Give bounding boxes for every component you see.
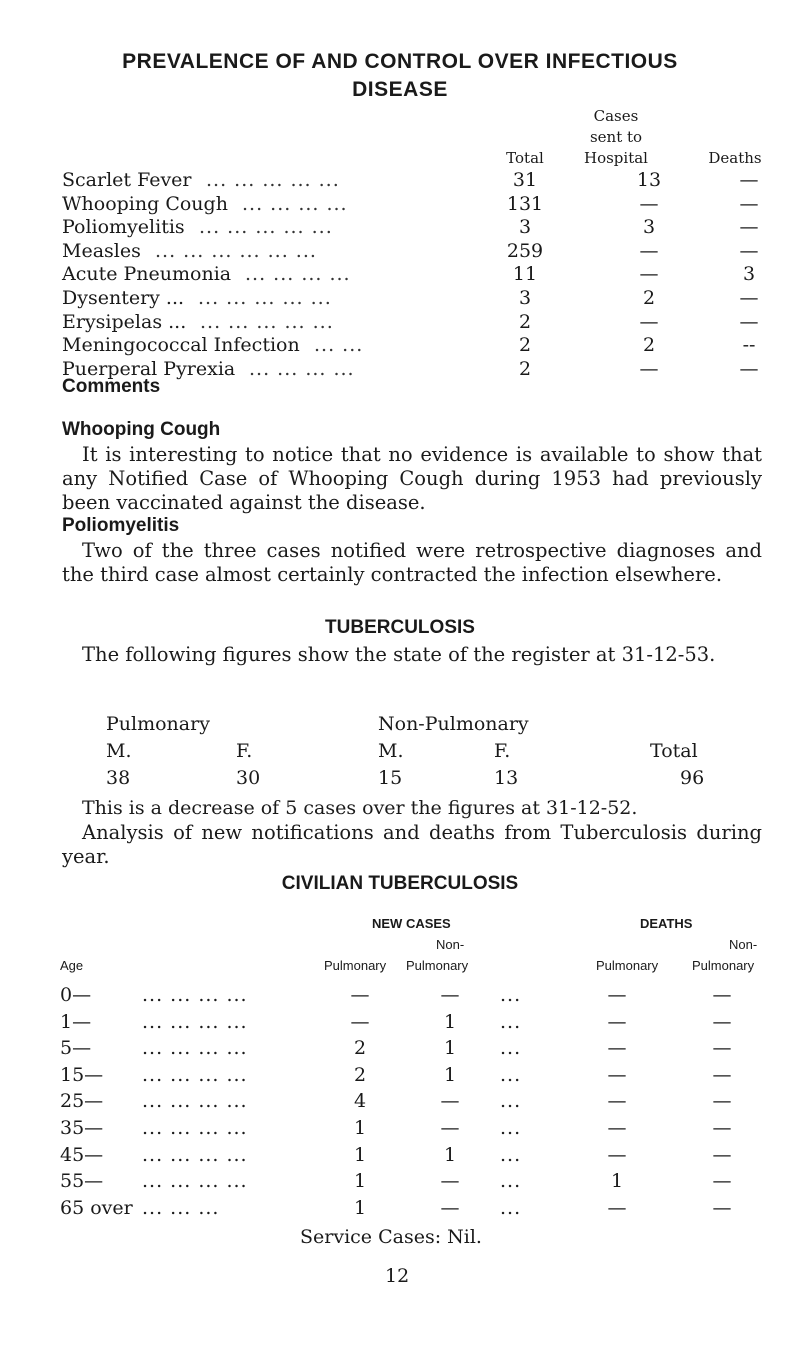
new-nonpulmonary-cell: 1 [443,1037,457,1060]
death-nonpulmonary-cell: — [712,984,732,1006]
leader-dots: ... [500,1010,522,1033]
disease-name: Meningococcal Infection [62,334,300,357]
leader-dots: ... ... ... ... ... [200,310,334,333]
new-nonpulmonary-cell: 1 [443,1063,457,1086]
death-non-header: Non- [729,937,758,952]
new-nonpulmonary-cell: 1 [443,1143,457,1166]
tb-decrease-text: This is a decrease of 5 cases over the figures at 31-12-52. [82,797,638,819]
disease-row [62,169,762,192]
death-nonpulmonary-cell: — [712,1117,732,1139]
total-cell: 31 [512,169,538,191]
death-nonpulmonary-cell: — [712,1170,732,1193]
new-nonpulmonary-cell: — [440,984,460,1006]
tb-m-label-1: M. [106,740,132,762]
death-pulmonary-cell: — [607,1037,627,1060]
death-pulmonary-cell: — [607,1117,627,1139]
tb-m-label-2: M. [378,740,404,762]
death-nonpulmonary-cell: — [712,1143,732,1166]
total-header: Total [506,149,544,167]
leader-dots: ... [500,984,522,1006]
tb-total-value: 96 [680,767,705,789]
leader-dots: ... ... [314,334,364,357]
death-pulmonary-cell: — [607,1090,627,1113]
deaths-cell: — [739,310,759,333]
new-nonpulmonary-cell: — [440,1090,460,1113]
new-pulmonary-cell: 1 [353,1170,367,1193]
hospital-cell: — [639,192,659,215]
hospital-cell: — [639,239,659,262]
disease-name: Poliomyelitis [62,216,185,239]
age-cell: 5— [60,1037,92,1060]
leader-dots: ... ... ... ... [142,1117,248,1139]
new-pulmonary-cell: 1 [353,1196,367,1219]
age-header: Age [60,958,84,973]
civilian-tb-row [60,1197,780,1220]
hospital-cell: 2 [642,334,656,357]
tb-total-label: Total [650,740,698,762]
new-nonpulmonary-cell: — [440,1196,460,1219]
disease-row [62,287,762,310]
hospital-cell: — [639,310,659,333]
disease-name: Acute Pneumonia [62,263,232,286]
tuberculosis-heading: TUBERCULOSIS [325,617,475,638]
death-nonpulmonary-cell: — [712,1037,732,1060]
disease-row [62,263,762,286]
deaths-cell: — [739,357,759,380]
new-nonpulmonary-cell: 1 [443,1010,457,1033]
page-title-line1: PREVALENCE OF AND CONTROL OVER INFECTIOUS [122,50,678,73]
hospital-header-line2: sent to [589,128,643,146]
disease-row [62,358,762,381]
deaths-cell: 3 [742,263,756,286]
leader-dots: ... [500,1143,522,1166]
leader-dots: ... [500,1117,522,1139]
leader-dots: ... ... ... ... [142,1090,248,1113]
total-cell: 11 [512,263,538,286]
age-cell: 55— [60,1170,104,1193]
leader-dots: ... ... ... ... ... [198,287,332,309]
death-pulmonary-header: Pulmonary [596,958,659,973]
leader-dots: ... [500,1090,522,1113]
leader-dots: ... ... ... ... [142,984,248,1006]
deaths-cell: -- [742,334,756,357]
service-cases-text: Service Cases: Nil. [300,1226,482,1248]
death-pulmonary-cell: — [607,1063,627,1086]
civilian-tb-row [60,1170,780,1193]
hospital-cell: 13 [636,169,662,191]
poliomyelitis-paragraph: Two of the three cases notified were retrospective diagnoses and the third case almost certainly contracted the infection elsewhere. [62,539,762,586]
deaths-header: Deaths [708,149,762,167]
page-title-line2: DISEASE [352,78,448,101]
tb-non-pulmonary-m: 15 [378,767,403,789]
death-pulmonary-cell: — [607,1196,627,1219]
total-cell: 2 [518,334,532,357]
new-pulmonary-cell: 2 [353,1063,367,1086]
age-cell: 25— [60,1090,104,1113]
age-cell: 35— [60,1117,104,1139]
hospital-header [566,106,666,169]
new-pulmonary-cell: 1 [353,1143,367,1166]
new-nonpulmonary-cell: — [440,1117,460,1139]
civilian-tb-row [60,1064,780,1087]
deaths-cell: — [739,216,759,239]
deaths-cell: — [739,239,759,262]
new-pulmonary-cell: 2 [353,1037,367,1060]
leader-dots: ... ... ... ... ... [206,169,340,191]
hospital-cell: — [639,263,659,286]
death-nonpulmonary-cell: — [712,1196,732,1219]
death-nonpulmonary-header: Pulmonary [692,958,755,973]
leader-dots: ... ... ... [142,1196,220,1219]
disease-row [62,311,762,334]
leader-dots: ... ... ... ... [242,192,348,215]
total-cell: 2 [518,310,532,333]
hospital-header-line3: Hospital [584,149,648,167]
tb-non-pulmonary-label: Non-Pulmonary [378,713,529,735]
tb-pulmonary-label: Pulmonary [106,713,210,735]
disease-row [62,193,762,216]
death-nonpulmonary-cell: — [712,1063,732,1086]
death-pulmonary-cell: — [607,1010,627,1033]
tb-non-pulmonary-f: 13 [494,767,519,789]
comments-heading: Comments [62,376,161,397]
death-nonpulmonary-cell: — [712,1090,732,1113]
leader-dots: ... ... ... ... [142,1063,248,1086]
tb-analysis-text: Analysis of new notifications and deaths from Tuberculosis during year. [62,821,762,868]
total-cell: 3 [518,216,532,239]
disease-name: Scarlet Fever [62,169,192,191]
total-cell: 3 [518,287,532,309]
age-cell: 65 over [60,1196,133,1219]
tb-f-label-1: F. [236,740,253,762]
tb-f-label-2: F. [494,740,511,762]
hospital-cell: — [639,357,659,380]
death-nonpulmonary-cell: — [712,1010,732,1033]
new-non-header: Non- [436,937,465,952]
civilian-tb-heading: CIVILIAN TUBERCULOSIS [281,873,519,894]
disease-name: Erysipelas ... [62,310,187,333]
death-pulmonary-cell: — [607,1143,627,1166]
deaths-cell: — [739,192,759,215]
leader-dots: ... ... ... ... ... [199,216,333,239]
leader-dots: ... ... ... ... [245,263,351,286]
poliomyelitis-heading: Poliomyelitis [62,515,180,536]
page-number: 12 [385,1265,410,1287]
leader-dots: ... [500,1170,522,1193]
disease-name: Dysentery ... [62,287,185,309]
age-cell: 45— [60,1143,104,1166]
disease-row [62,216,762,239]
death-pulmonary-cell: 1 [610,1170,624,1193]
civilian-tb-row [60,1011,780,1034]
civilian-tb-row [60,984,780,1007]
leader-dots: ... ... ... ... [142,1143,248,1166]
leader-dots: ... [500,1037,522,1060]
civilian-tb-row [60,1090,780,1113]
disease-name: Whooping Cough [62,192,228,215]
leader-dots: ... ... ... ... [142,1037,248,1060]
deaths-cell: — [739,287,759,309]
total-cell: 131 [506,192,544,215]
tb-pulmonary-f: 30 [236,767,261,789]
total-cell: 2 [518,357,532,380]
civilian-tb-row [60,1117,780,1140]
disease-row [62,334,762,357]
age-cell: 1— [60,1010,92,1033]
leader-dots: ... ... ... ... [142,1010,248,1033]
hospital-cell: 2 [642,287,656,309]
civilian-tb-row [60,1037,780,1060]
new-pulmonary-cell: — [350,984,370,1006]
leader-dots: ... ... ... ... ... ... [155,239,317,262]
total-cell: 259 [506,239,544,262]
new-pulmonary-cell: 1 [353,1117,367,1139]
leader-dots: ... ... ... ... [249,357,355,380]
new-pulmonary-header: Pulmonary [324,958,387,973]
civilian-tb-row [60,1144,780,1167]
leader-dots: ... ... ... ... [142,1170,248,1193]
whooping-cough-paragraph: It is interesting to notice that no evidence is available to show that any Notified Case of Whooping Cough during 1953 had previously been vaccinated against the disease. [62,443,762,514]
age-cell: 15— [60,1063,104,1086]
age-cell: 0— [60,984,92,1006]
whooping-cough-heading: Whooping Cough [62,419,221,440]
tb-register-intro: The following figures show the state of the register at 31-12-53. [82,643,716,666]
tb-pulmonary-m: 38 [106,767,131,789]
disease-name: Measles [62,239,141,262]
disease-name: Puerperal Pyrexia [62,357,236,380]
deaths-cell: — [739,169,759,191]
leader-dots: ... [500,1063,522,1086]
new-pulmonary-cell: 4 [353,1090,367,1113]
new-nonpulmonary-header: Pulmonary [406,958,469,973]
hospital-cell: 3 [642,216,656,239]
disease-row [62,240,762,263]
new-nonpulmonary-cell: — [440,1170,460,1193]
leader-dots: ... [500,1196,522,1219]
death-pulmonary-cell: — [607,984,627,1006]
deaths-header-civ: DEATHS [640,916,693,931]
new-cases-header: NEW CASES [372,916,451,931]
hospital-header-line1: Cases [593,107,639,125]
new-pulmonary-cell: — [350,1010,370,1033]
